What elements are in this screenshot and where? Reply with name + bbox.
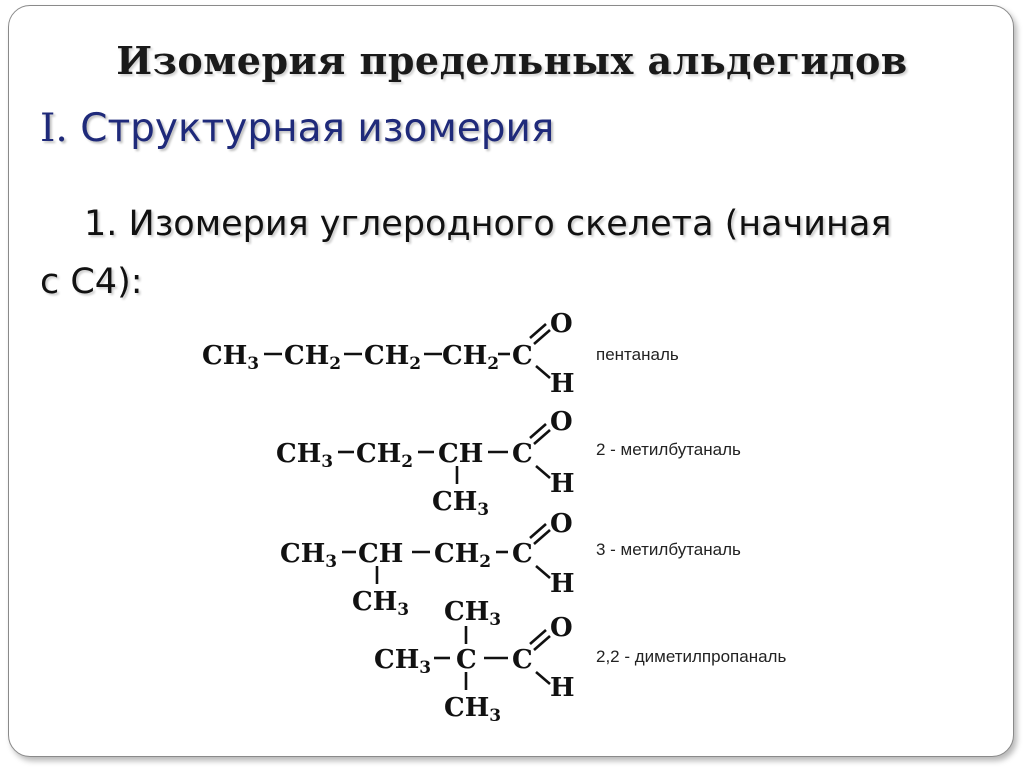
bond [536,672,550,684]
atom-o: O [550,407,573,437]
structure-3-methylbutanal [280,509,741,620]
structure-2-methylbutanal [276,407,741,520]
atom-c: C [512,341,533,371]
atom-ch2: CH2 [442,341,500,374]
atom-ch3: CH3 [444,693,502,726]
atom-ch2: CH2 [364,341,422,374]
compound-name: 2,2 - диметилпропаналь [596,647,787,666]
atom-c: C [512,439,533,469]
atom-h: H [550,673,575,703]
list-point-line-1: 1. Изомерия углеродного скелета (начиная [84,204,892,244]
atom-ch3: CH3 [432,487,490,520]
structure-2-2-dimethylpropanal [374,597,786,726]
compound-name: пентаналь [596,345,679,364]
atom-o: O [550,613,573,643]
atom-ch: CH [438,439,484,469]
list-point-line-2: с С4): [40,262,143,302]
atom-o: O [550,309,573,339]
atom-h: H [550,469,575,499]
atom-h: H [550,369,575,399]
atom-ch3: CH3 [276,439,334,472]
atom-ch3: CH3 [202,341,260,374]
atom-ch2: CH2 [356,439,414,472]
bond [536,366,550,378]
slide-title: Изомерия предельных альдегидов [116,38,908,83]
atom-ch3: CH3 [374,645,432,678]
section-number: I. [40,106,68,151]
bond [536,566,550,578]
atom-h: H [550,569,575,599]
atom-c: C [512,645,533,675]
compound-name: 3 - метилбутаналь [596,540,741,559]
bond [536,466,550,478]
structure-pentanal [202,309,679,399]
atom-ch2: CH2 [284,341,342,374]
atom-o: O [550,509,573,539]
atom-ch2: CH2 [434,539,492,572]
atom-ch: CH [358,539,404,569]
atom-c: C [456,645,477,675]
section-heading-text: Структурная изомерия [80,106,555,151]
atom-ch3: CH3 [444,597,502,630]
atom-ch3: CH3 [280,539,338,572]
atom-ch3: CH3 [352,587,410,620]
atom-c: C [512,539,533,569]
compound-name: 2 - метилбутаналь [596,440,741,459]
